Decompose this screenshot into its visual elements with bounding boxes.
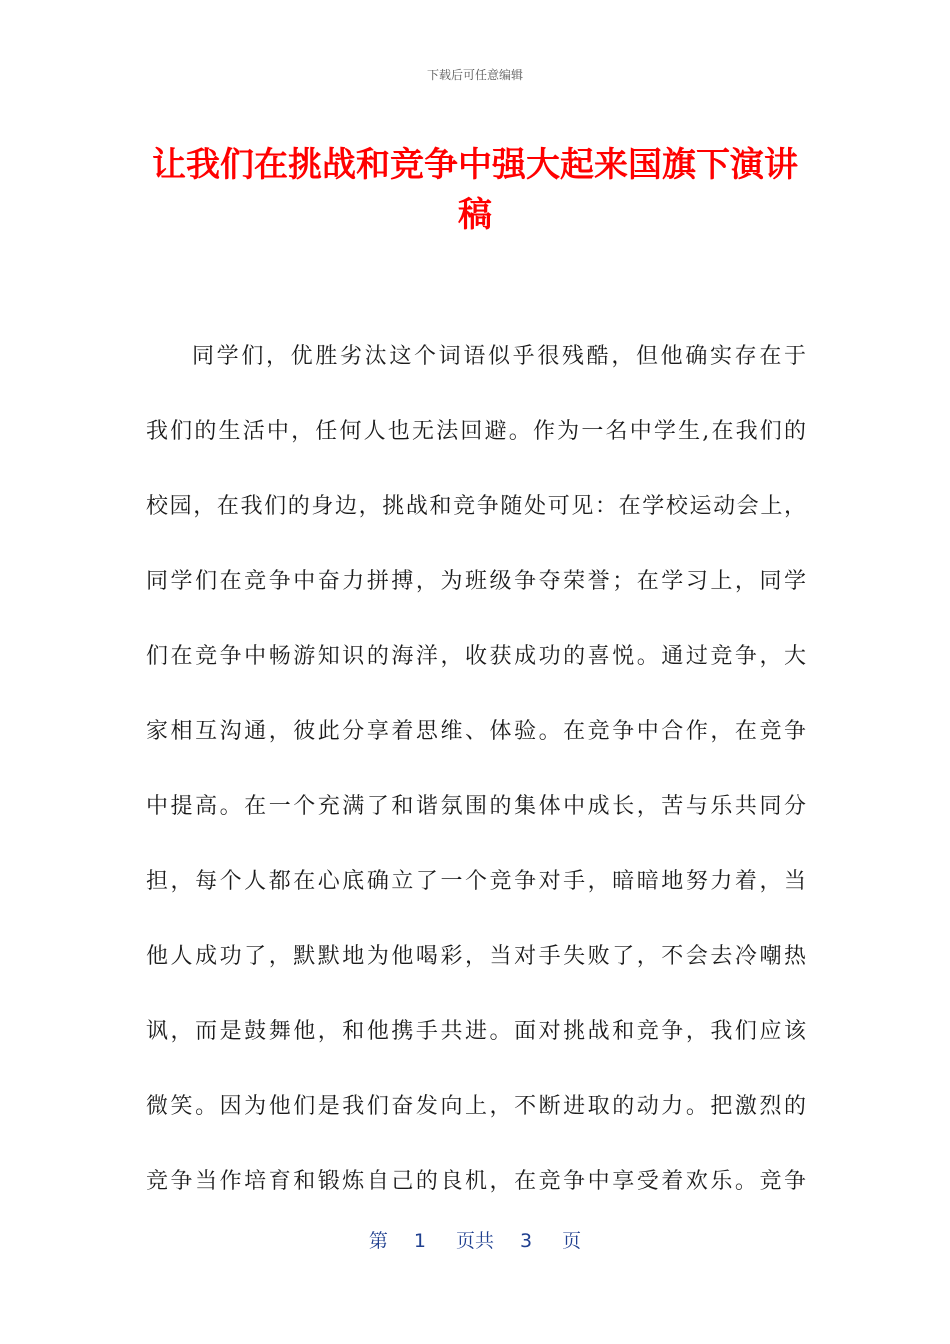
paragraph-line: 家相互沟通，彼此分享着思维、体验。在竞争中合作，在竞争 bbox=[146, 719, 806, 744]
paragraph-line: 中提高。在一个充满了和谐氛围的集体中成长，苦与乐共同分 bbox=[146, 794, 806, 819]
paragraph-line: 同学们在竞争中奋力拼搏，为班级争夺荣誉；在学习上，同学 bbox=[146, 569, 806, 594]
document-title bbox=[120, 140, 830, 240]
page-prefix: 第 bbox=[368, 1230, 388, 1252]
page-number-footer bbox=[0, 1226, 950, 1253]
total-pages: 3 bbox=[520, 1230, 533, 1252]
title-line: 让我们在挑战和竞争中强大起来国旗下演讲 bbox=[152, 145, 798, 185]
paragraph-line: 他人成功了，默默地为他喝彩，当对手失败了，不会去冷嘲热 bbox=[146, 944, 806, 969]
paragraph-line: 微笑。因为他们是我们奋发向上，不断进取的动力。把激烈的 bbox=[146, 1094, 806, 1119]
paragraph-line: 同学们，优胜劣汰这个词语似乎很残酷，但他确实存在于 bbox=[192, 344, 806, 369]
page-suffix: 页 bbox=[562, 1230, 582, 1252]
paragraph-line: 讽，而是鼓舞他，和他携手共进。面对挑战和竞争，我们应该 bbox=[146, 1019, 806, 1044]
title-line: 稿 bbox=[458, 195, 492, 235]
paragraph-line: 校园，在我们的身边，挑战和竞争随处可见：在学校运动会上， bbox=[146, 494, 806, 519]
paragraph-line: 担，每个人都在心底确立了一个竞争对手，暗暗地努力着，当 bbox=[146, 869, 806, 894]
document-body bbox=[146, 319, 806, 1219]
page-middle: 页共 bbox=[455, 1230, 494, 1252]
paragraph-line: 我们的生活中，任何人也无法回避。作为一名中学生,在我们的 bbox=[146, 419, 806, 444]
current-page-number: 1 bbox=[413, 1230, 426, 1252]
paragraph-line: 们在竞争中畅游知识的海洋，收获成功的喜悦。通过竞争，大 bbox=[146, 644, 806, 669]
header-note: 下载后可任意编辑 bbox=[426, 68, 523, 82]
paragraph-line: 竞争当作培育和锻炼自己的良机，在竞争中享受着欢乐。竞争 bbox=[146, 1169, 806, 1194]
